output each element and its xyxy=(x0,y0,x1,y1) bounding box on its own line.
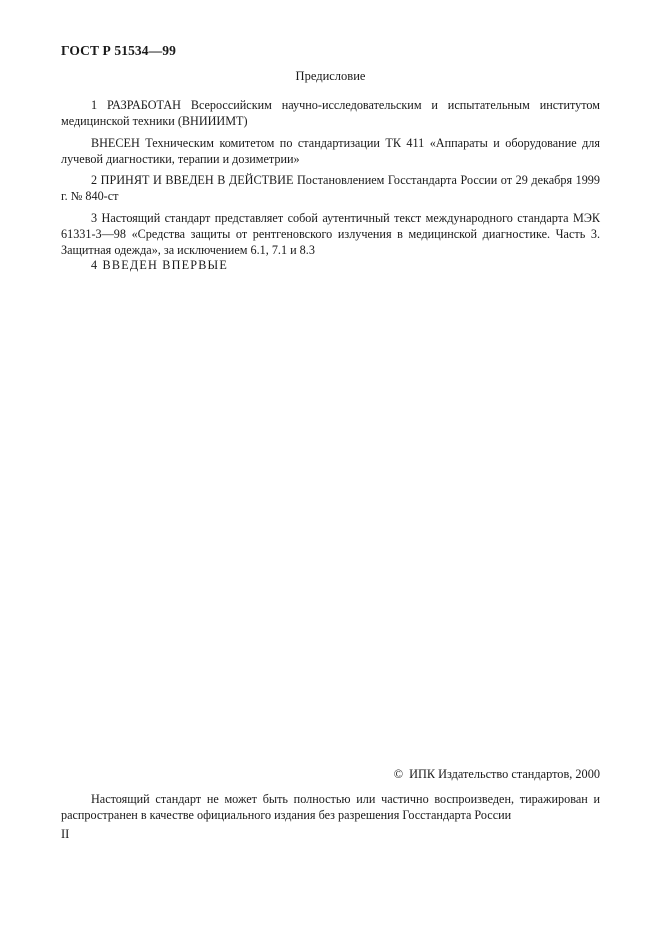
page-number: II xyxy=(61,827,70,841)
paragraph-introduced-by: ВНЕСЕН Техническим комитетом по стандартизации ТК 411 «Аппараты и оборудование для лучевой диагностики, терапии и дозиметрии» xyxy=(61,136,600,166)
copyright-line xyxy=(394,767,600,782)
paragraph-developed-by: 1 РАЗРАБОТАН Всероссийским научно-исследовательским и испытательным институтом медицинской техники (ВНИИИМТ) xyxy=(61,98,600,128)
paragraph-first-introduced: 4 ВВЕДЕН ВПЕРВЫЕ xyxy=(91,258,229,272)
copyright-symbol: © xyxy=(393,767,404,781)
paragraph-adopted: 2 ПРИНЯТ И ВВЕДЕН В ДЕЙСТВИЕ Постановлением Госстандарта России от 29 декабря 1999 г. № 840-ст xyxy=(61,173,600,203)
paragraph-authentic-text: 3 Настоящий стандарт представляет собой аутентичный текст международного стандарта МЭК 61331-3—98 «Средства защиты от рентгеновского излучения в медицинской диагностике. Часть 3. Защитная одежда», за исключением 6.1, 7.1 и 8.3 xyxy=(61,211,600,257)
copyright-text: ИПК Издательство стандартов, 2000 xyxy=(409,767,600,781)
document-id-header: ГОСТ Р 51534—99 xyxy=(61,43,176,58)
section-title: Предисловие xyxy=(295,69,366,83)
reproduction-notice: Настоящий стандарт не может быть полностью или частично воспроизведен, тиражирован и распространен в качестве официального издания без разрешения Госстандарта России xyxy=(61,792,600,822)
